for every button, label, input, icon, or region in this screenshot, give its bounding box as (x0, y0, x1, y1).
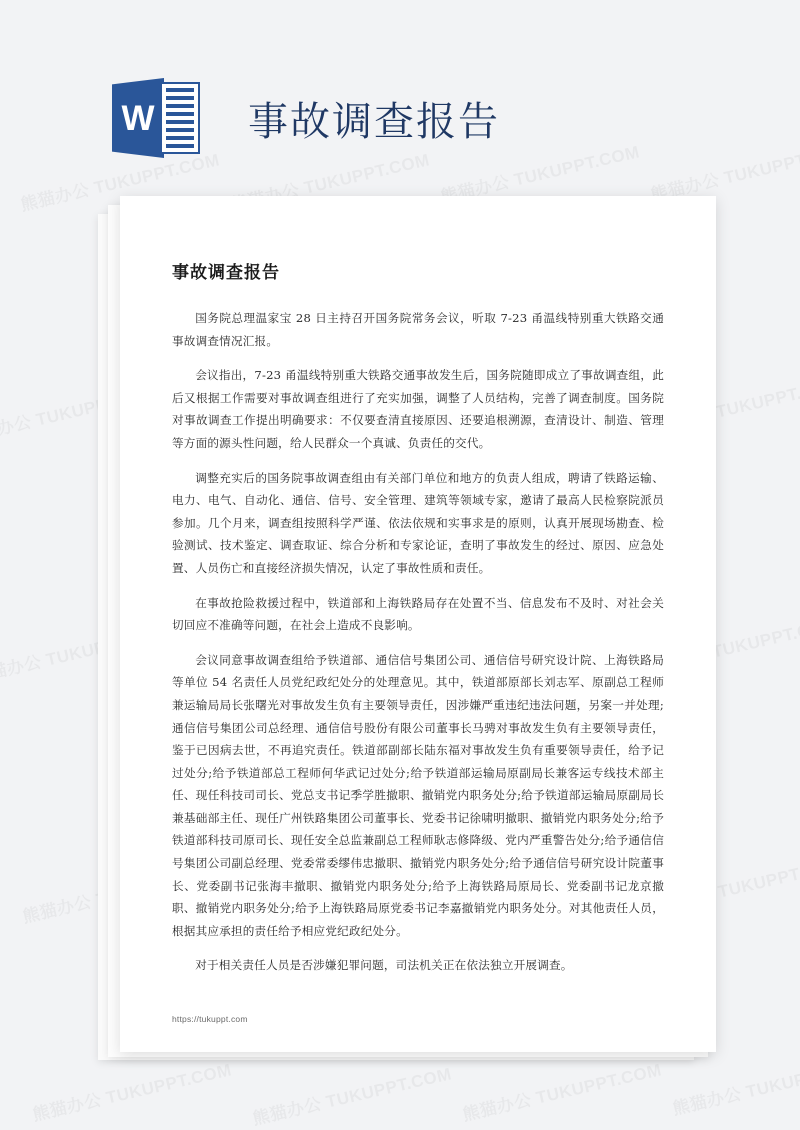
document-paragraph: 在事故抢险救援过程中，铁道部和上海铁路局存在处置不当、信息发布不及时、对社会关切回应不准确等问题，在社会上造成不良影响。 (172, 595, 664, 633)
document-paragraph: 会议同意事故调查组给予铁道部、通信信号集团公司、通信信号研究设计院、上海铁路局等单位 54 名责任人员党纪政纪处分的处理意见。其中，铁道部原部长刘志军、原副总工程师兼运输局局长张曙光对事故发生负有主要领导责任，因涉嫌严重违纪违法问题，另案一并处理;通信信号集团公司总经理、通信信号股份有限公司董事长马骋对事故发生负有主要领导责任，鉴于已因病去世，不再追究责任。铁道部副部长陆东福对事故发生负有重要领导责任，给予记过处分;给予铁道部总工程师何华武记过处分;给予铁道部运输局原副局长兼客运专线技术部主任、现任科技司司长、党总支书记季学胜撤职、撤销党内职务处分;给予铁道部运输局原副局长兼基础部主任、现任广州铁路集团公司董事长、党委书记徐啸明撤职、撤销党内职务处分;给予铁道部科技司原司长、现任安全总监兼副总工程师耿志修降级、党内严重警告处分;给予通信信号集团公司副总经理、党委常委缪伟忠撤职、撤销党内职务处分;给予通信信号研究设计院董事长、党委副书记张海丰撤职、撤销党内职务处分;给予上海铁路局原局长、党委副书记龙京撤职、撤销党内职务处分;给予上海铁路局原党委书记李嘉撤销党内职务处分。对其他责任人员，根据其应承担的责任给予相应党纪政纪处分。 (172, 652, 664, 938)
document-paragraph: 会议指出，7-23 甬温线特别重大铁路交通事故发生后，国务院随即成立了事故调查组，此后又根据工作需要对事故调查组进行了充实加强，调整了人员结构，完善了调查制度。国务院对事故调查工作提出明确要求：不仅要查清直接原因、还要追根溯源，查清设计、制造、管理等方面的源头性问题，给人民群众一个真诚、负责任的交代。 (172, 368, 664, 450)
word-icon-lines (160, 82, 200, 154)
document-paragraph: 国务院总理温家宝 28 日主持召开国务院常务会议，听取 7-23 甬温线特别重大铁路交通事故调查情况汇报。 (172, 311, 664, 348)
document-header (112, 74, 500, 162)
document-paragraph: 对于相关责任人员是否涉嫌犯罪问题，司法机关正在依法独立开展调查。 (195, 958, 573, 973)
word-document-icon (112, 74, 204, 162)
document-paragraph: 调整充实后的国务院事故调查组由有关部门单位和地方的负责人组成，聘请了铁路运输、电力、电气、自动化、通信、信号、安全管理、建筑等领域专家，邀请了最高人民检察院派员参加。几个月来，调查组按照科学严谨、依法依规和实事求是的原则，认真开展现场勘查、检验测试、技术鉴定、调查取证、综合分析和专家论证，查明了事故发生的经过、原因、应急处置、人员伤亡和直接经济损失情况，认定了事故性质和责任。 (172, 470, 664, 575)
document-footer-url[interactable]: https://tukuppt.com (172, 1014, 248, 1024)
page-title: 事故调查报告 (248, 98, 500, 145)
word-icon-letter: W (121, 98, 155, 138)
document-page[interactable] (120, 196, 716, 1052)
document-page-stack (98, 196, 718, 1068)
document-heading: 事故调查报告 (172, 263, 280, 283)
watermark-text (250, 1059, 454, 1129)
